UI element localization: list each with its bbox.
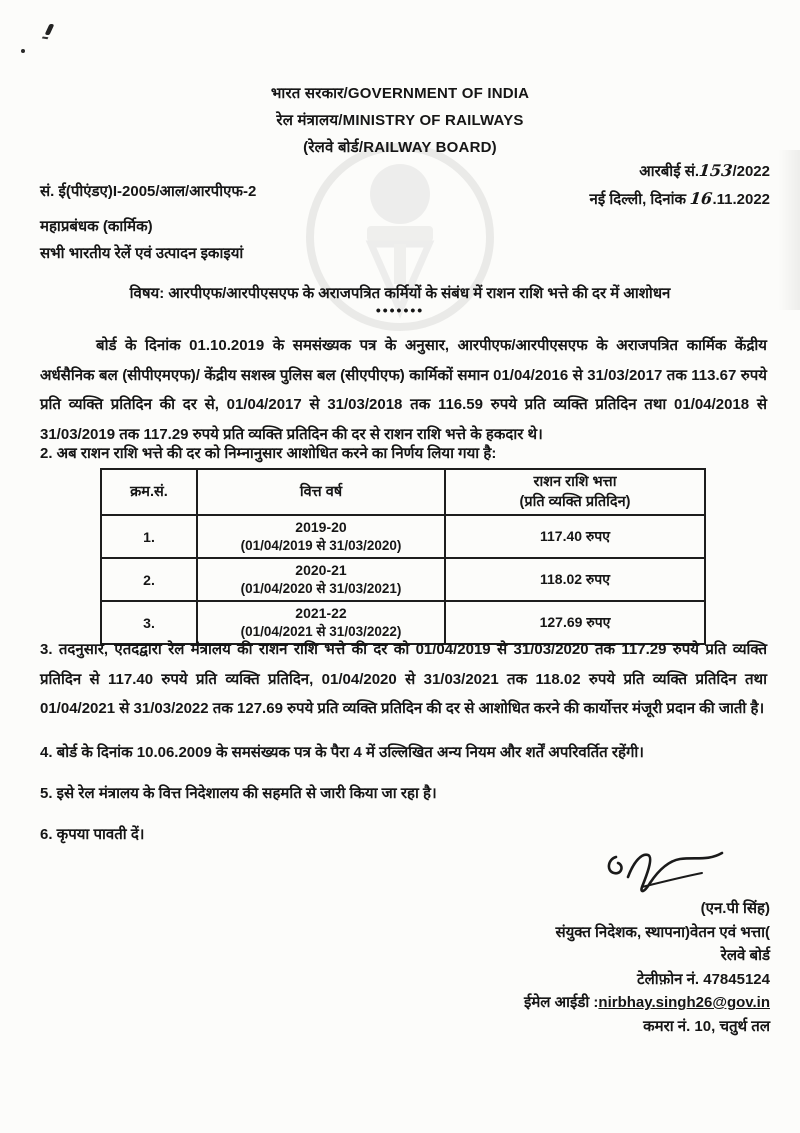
scan-shadow [778, 150, 800, 310]
row1-amount: 117.40 रुपए [445, 515, 705, 558]
addressee-block [40, 213, 243, 267]
signatory-email-line [524, 991, 770, 1015]
addressee-line-1: महाप्रबंधक (कार्मिक) [40, 218, 153, 235]
row3-year: 2021-22 [295, 605, 347, 621]
header-ration-allowance [445, 469, 705, 515]
header-allowance-line1: राशन राशि भत्ता [533, 474, 617, 490]
signatory-room: कमरा नं. 10, चतुर्थ तल [643, 1017, 770, 1035]
paragraph-1: बोर्ड के दिनांक 01.10.2019 के समसंख्यक पत्र के अनुसार, आरपीएफ/आरपीएसएफ के अराजपत्रित कार्मिक केंद्रीय अर्धसैनिक बल (सीपीएमएफ)/ केंद्रीय सशस्त्र पुलिस बल (सीएपीएफ) कार्मिकों समान 01/04/2016 से 31/03/2017 तक 113.67 रुपये प्रति व्यक्ति प्रतिदिन की दर से, 01/04/2017 से 31/03/2018 तक 116.59 रुपये प्रति व्यक्ति प्रतिदिन तथा 01/04/2018 से 31/03/2019 तक 117.29 रुपये प्रति व्यक्ति प्रतिदिन की दर से राशन राशि भत्ते के हकदार थे। [40, 337, 767, 443]
row3-amount: 127.69 रुपए [445, 601, 705, 644]
row1-serial: 1. [101, 515, 197, 558]
header-line-govt: भारत सरकार/GOVERNMENT OF INDIA [270, 85, 530, 102]
paragraph-3: 3. तदनुसार, एतदद्वारा रेल मंत्रालय की राशन राशि भत्ते की दर को 01/04/2019 से 31/03/2020 तक 117.29 रुपये प्रति व्यक्ति प्रतिदिन से 117.40 रुपये प्रति व्यक्ति प्रतिदिन, 01/04/2020 से 31/03/2021 तक 118.02 रुपये प्रति व्यक्ति प्रतिदिन तथा 01/04/2021 से 31/03/2022 तक 127.69 रुपये प्रति व्यक्ति प्रतिदिन की दर से आशोधित करने की कार्योत्तर मंजूरी प्रदान की जाती है। [40, 641, 767, 717]
date-handwritten: 16 [689, 189, 714, 208]
header-serial-no: क्रम.सं. [101, 469, 197, 515]
ink-speck [21, 49, 25, 53]
signature-scribble [598, 843, 728, 905]
row3-period: (01/04/2021 से 31/03/2022) [240, 624, 402, 639]
row2-financial-year [197, 558, 445, 601]
date-line [590, 185, 770, 213]
row2-serial: 2. [101, 558, 197, 601]
header-allowance-line2: (प्रति व्यक्ति प्रतिदिन) [519, 494, 631, 510]
row3-serial: 3. [101, 601, 197, 644]
rbe-suffix: /2022 [732, 163, 770, 180]
row2-year: 2020-21 [295, 562, 347, 578]
rbe-prefix: आरबीई सं. [639, 163, 700, 180]
row2-amount: 118.02 रुपए [445, 558, 705, 601]
ration-rate-table [100, 468, 706, 645]
government-header [0, 80, 800, 161]
signature-block [524, 897, 770, 1038]
header-line-ministry: रेल मंत्रालय/MINISTRY OF RAILWAYS [276, 112, 524, 129]
date-prefix: नई दिल्ली, दिनांक [589, 191, 691, 208]
row1-period: (01/04/2019 से 31/03/2020) [240, 538, 402, 553]
paragraph-6: 6. कृपया पावती दें। [40, 826, 145, 843]
email-address: nirbhay.singh26@gov.in [598, 994, 770, 1011]
email-label: ईमेल आईडी : [523, 994, 599, 1011]
rbe-number-line [590, 157, 770, 185]
signatory-name: (एन.पी सिंह) [700, 900, 770, 917]
subject-line: विषय: आरपीएफ/आरपीएसएफ के अराजपत्रित कर्मियों के संबंध में राशन राशि भत्ते की दर में आशोधन [129, 285, 671, 302]
row2-period: (01/04/2020 से 31/03/2021) [240, 581, 402, 596]
signatory-phone: टेलीफ़ोन नं. 47845124 [637, 970, 770, 988]
reference-right-block [590, 157, 770, 213]
row1-financial-year [197, 515, 445, 558]
header-line-board: (रेलवे बोर्ड/RAILWAY BOARD) [303, 139, 497, 156]
table-header-row [101, 469, 705, 515]
paragraph-2: 2. अब राशन राशि भत्ते की दर को निम्नानुसार आशोधित करने का निर्णय लिया गया है: [40, 445, 497, 462]
signatory-organisation: रेलवे बोर्ड [720, 947, 770, 964]
addressee-line-2: सभी भारतीय रेलें एवं उत्पादन इकाइयां [40, 245, 244, 262]
table-row [101, 558, 705, 601]
header-financial-year: वित्त वर्ष [197, 469, 445, 515]
table-row [101, 515, 705, 558]
row1-year: 2019-20 [295, 519, 347, 535]
file-number: सं. ई(पीएंडए)I-2005/आल/आरपीएफ-2 [40, 183, 257, 200]
signatory-designation: संयुक्त निदेशक, स्थापना)वेतन एवं भत्ता( [555, 923, 770, 941]
ink-speck [45, 24, 55, 36]
paragraph-4: 4. बोर्ड के दिनांक 10.06.2009 के समसंख्यक पत्र के पैरा 4 में उल्लिखित अन्य नियम और शर्तें अपरिवर्तित रहेंगी। [40, 744, 644, 761]
subject-separator-dots: ••••••• [375, 302, 425, 318]
rbe-number-handwritten: 153 [698, 161, 734, 180]
date-suffix: .11.2022 [712, 191, 770, 208]
paragraph-5: 5. इसे रेल मंत्रालय के वित्त निदेशालय की सहमति से जारी किया जा रहा है। [40, 785, 437, 802]
